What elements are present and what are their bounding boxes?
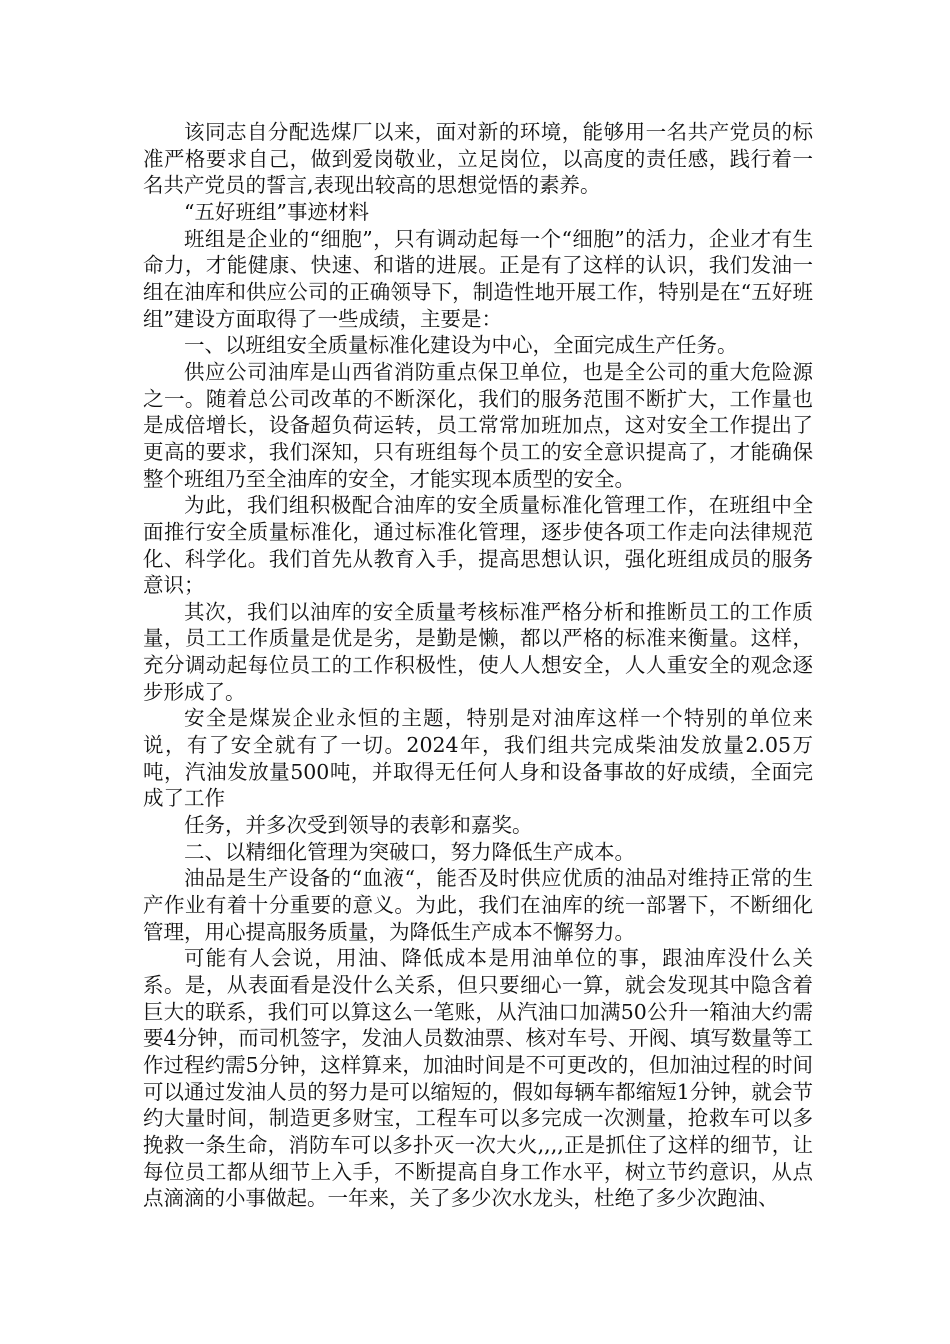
paragraph-cost-calculation: 可能有人会说，用油、降低成本是用油单位的事，跟油库没什么关系。是，从表面看是没什么关系，但只要细心一算，就会发现其中隐含着巨大的联系，我们可以算这么一笔账，从汽油口加满50公升一箱油大约需要4分钟，而司机签字，发油人员数油票、核对车号、开阀、填写数量等工作过程约需5分钟，这样算来，加油时间是不可更改的，但加油过程的时间可以通过发油人员的努力是可以缩短的，假如每辆车都缩短1分钟，就会节约大量时间，制造更多财宝，工程车可以多完成一次测量，抢救车可以多挽救一条生命，消防车可以多扑灭一次大火,,,,正是抓住了这样的细节，让每位员工都从细节上入手，不断提高自身工作水平，树立节约意识，从点点滴滴的小事做起。一年来，关了多少次水龙头，杜绝了多少次跑油、	[143, 946, 813, 1211]
heading-section-two: 二、以精细化管理为突破口，努力降低生产成本。	[184, 839, 635, 864]
paragraph-oil-supply: 油品是生产设备的“血液“，能否及时供应优质的油品对维持正常的生产作业有着十分重要的意义。为此，我们在油库的统一部署下，不断细化管理，用心提高服务质量，为降低生产成本不懈努力。	[143, 866, 813, 944]
paragraph-results-continued: 任务，并多次受到领导的表彰和嘉奖。	[184, 813, 533, 838]
paragraph-safety-background: 供应公司油库是山西省消防重点保卫单位，也是全公司的重大危险源之一。随着总公司改革的不断深化，我们的服务范围不断扩大，工作量也是成倍增长，设备超负荷运转，员工常常加班加点，这对安全工作提出了更高的要求，我们深知，只有班组每个员工的安全意识提高了，才能确保整个班组乃至全油库的安全，才能实现本质型的安全。	[143, 359, 813, 491]
section-title: “五好班组”事迹材料	[184, 199, 369, 224]
paragraph-standardization: 为此，我们组积极配合油库的安全质量标准化管理工作，在班组中全面推行安全质量标准化，通过标准化管理，逐步使各项工作走向法律规范化、科学化。我们首先从教育入手，提高思想认识，强化班组成员的服务意识；	[143, 493, 813, 598]
paragraph-assessment: 其次，我们以油库的安全质量考核标准严格分析和推断员工的工作质量，员工工作质量是优是劣，是勤是懒，都以严格的标准来衡量。这样，充分调动起每位员工的工作积极性，使人人想安全，人人重安全的观念逐步形成了。	[143, 599, 813, 704]
paragraph-overview: 班组是企业的“细胞”，只有调动起每一个“细胞”的活力，企业才有生命力，才能健康、快速、和谐的进展。正是有了这样的认识，我们发油一组在油库和供应公司的正确领导下，制造性地开展工作，特别是在“五好班组”建设方面取得了一些成绩，主要是：	[143, 226, 813, 331]
heading-section-one: 一、以班组安全质量标准化建设为中心，全面完成生产任务。	[184, 333, 738, 358]
paragraph-results: 安全是煤炭企业永恒的主题，特别是对油库这样一个特别的单位来说，有了安全就有了一切。2024年，我们组共完成柴油发放量2.05万吨，汽油发放量500吨，并取得无任何人身和设备事故的好成绩，全面完成了工作	[143, 706, 813, 811]
document-body	[143, 119, 813, 1212]
paragraph-intro: 该同志自分配选煤厂以来，面对新的环境，能够用一名共产党员的标准严格要求自己，做到爱岗敬业，立足岗位，以高度的责任感，践行着一名共产党员的誓言,表现出较高的思想觉悟的素养。	[143, 120, 813, 198]
